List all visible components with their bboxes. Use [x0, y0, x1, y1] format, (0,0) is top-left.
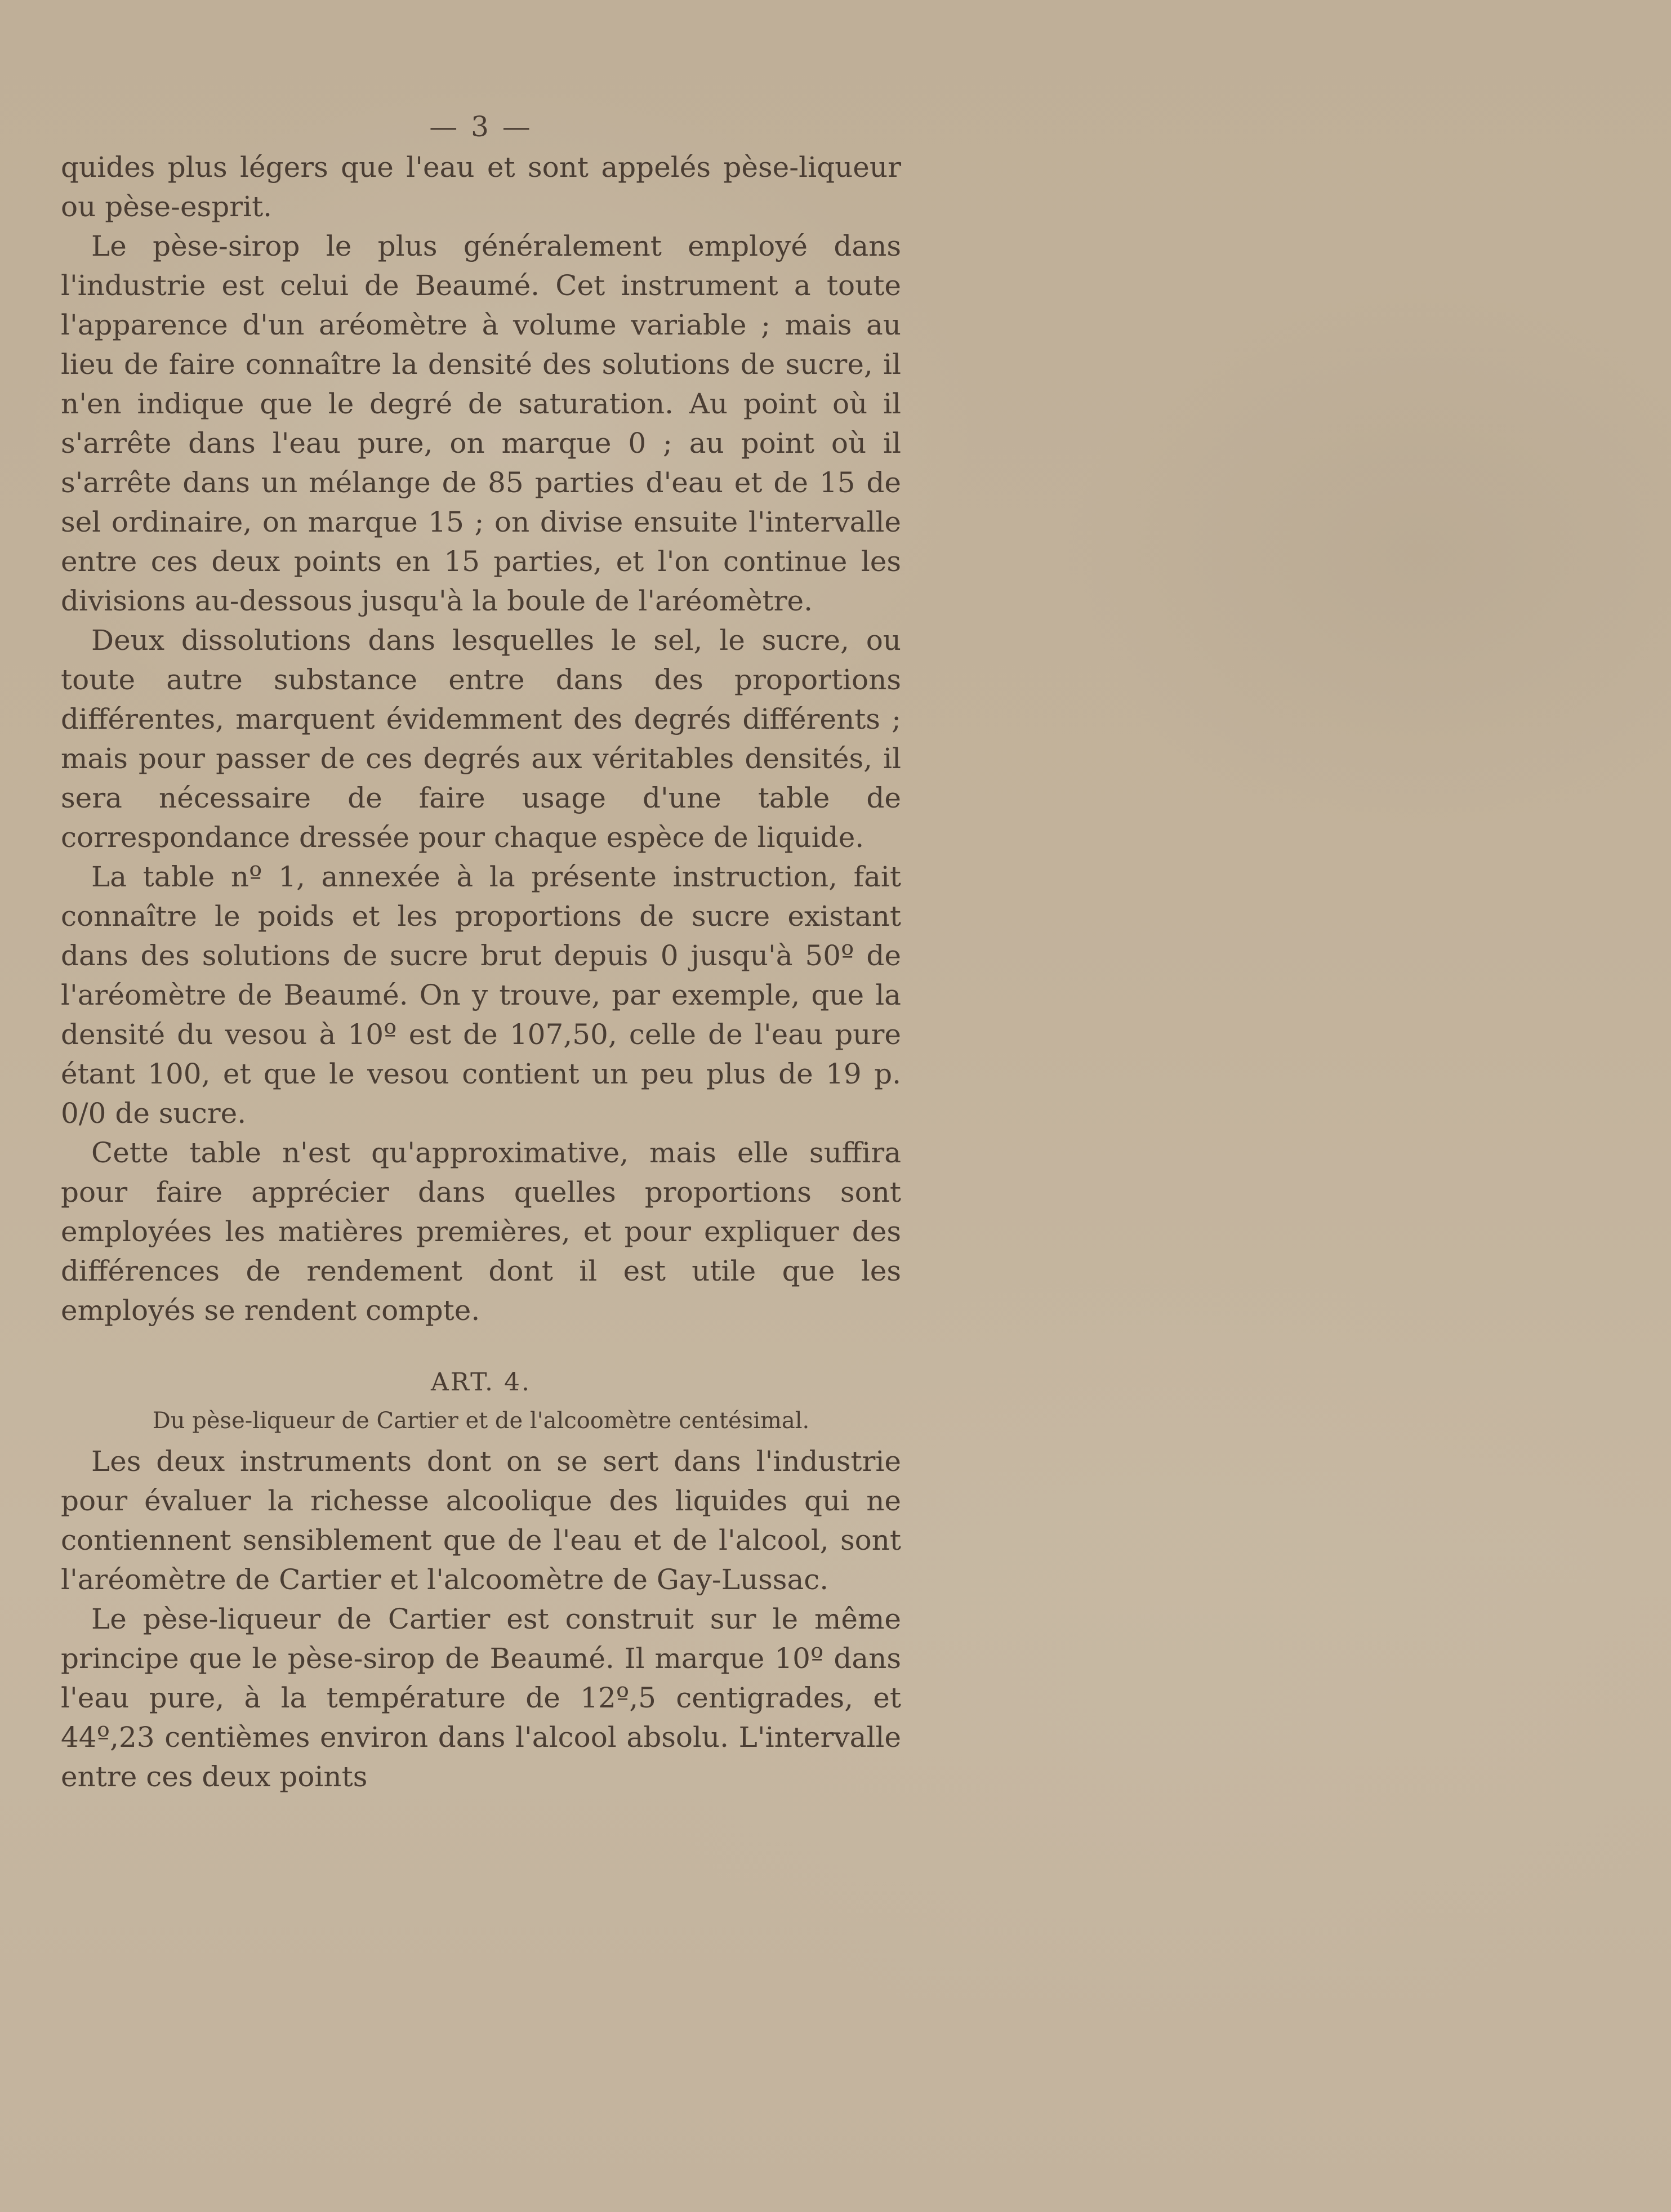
paragraph-instruments: Les deux instruments dont on se sert dans l'industrie pour évaluer la richesse alcoolique des liquides qui ne contiennent sensiblement que de l'eau et de l'alcool, sont l'aréomètre de Cartier et l'alcoomètre de Gay-Lussac.: [61, 1445, 901, 1596]
text-column: [61, 107, 901, 1796]
article-title: Du pèse-liqueur de Cartier et de l'alcoomètre centésimal.: [152, 1408, 810, 1434]
paragraph-pese-sirop: Le pèse-sirop le plus généralement employé dans l'industrie est celui de Beaumé. Cet instrument a toute l'apparence d'un aréomètre à volume variable ; mais au lieu de faire connaître la densité des solutions de sucre, il n'en indique que le degré de saturation. Au point où il s'arrête dans l'eau pure, on marque 0 ; au point où il s'arrête dans un mélange de 85 parties d'eau et de 15 de sel ordinaire, on marque 15 ; on divise ensuite l'intervalle entre ces deux points en 15 parties, et l'on continue les divisions au-dessous jusqu'à la boule de l'aréomètre.: [61, 230, 901, 617]
paragraph-continuation: quides plus légers que l'eau et sont appelés pèse-liqueur ou pèse-esprit.: [61, 151, 901, 223]
article-heading: ART. 4.: [431, 1368, 531, 1397]
paragraph-cartier: Le pèse-liqueur de Cartier est construit sur le même principe que le pèse-sirop de Beaumé. Il marque 10º dans l'eau pure, à la température de 12º,5 centigrades, et 44º,23 centièmes environ dans l'alcool absolu. L'intervalle entre ces deux points: [61, 1603, 901, 1793]
page-number: — 3 —: [429, 110, 533, 143]
paragraph-table-1: La table nº 1, annexée à la présente instruction, fait connaître le poids et les proportions de sucre existant dans des solutions de sucre brut depuis 0 jusqu'à 50º de l'aréomètre de Beaumé. On y trouve, par exemple, que la densité du vesou à 10º est de 107,50, celle de l'eau pure étant 100, et que le vesou contient un peu plus de 19 p. 0/0 de sucre.: [61, 860, 901, 1130]
paragraph-approximative: Cette table n'est qu'approximative, mais elle suffira pour faire apprécier dans quelles proportions sont employées les matières premières, et pour expliquer des différences de rendement dont il est utile que les employés se rendent compte.: [61, 1136, 901, 1327]
paragraph-dissolutions: Deux dissolutions dans lesquelles le sel, le sucre, ou toute autre substance entre dans des proportions différentes, marquent évidemment des degrés différents ; mais pour passer de ces degrés aux véritables densités, il sera nécessaire de faire usage d'une table de correspondance dressée pour chaque espèce de liquide.: [61, 624, 901, 854]
